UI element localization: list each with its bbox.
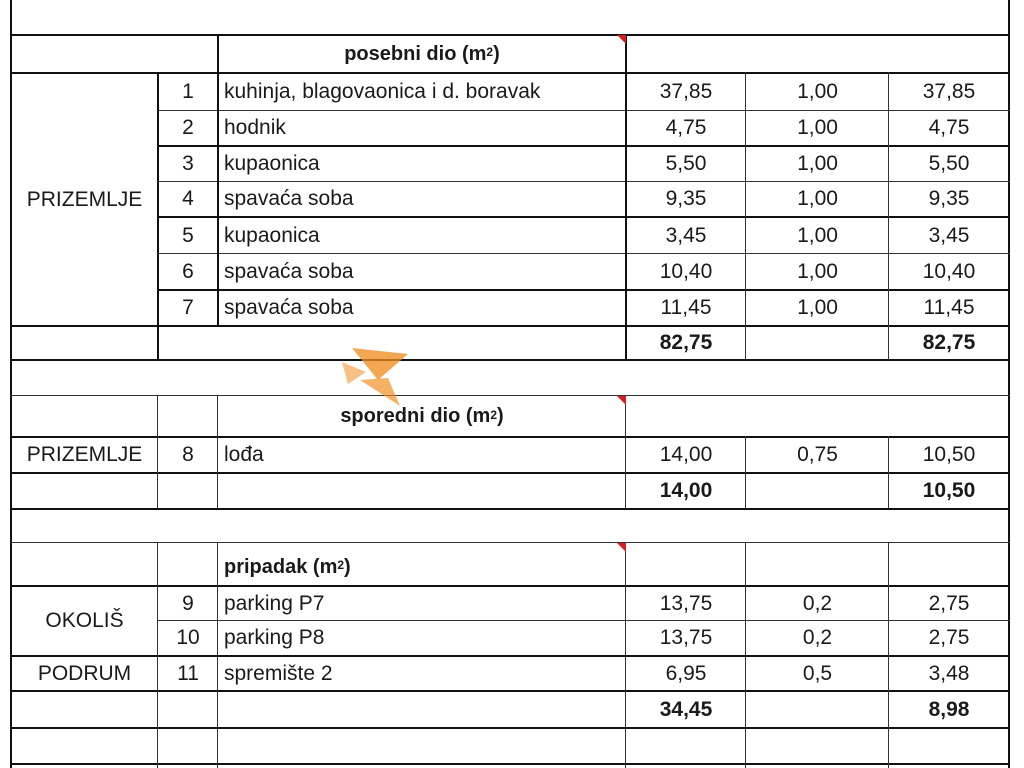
row-number: 1: [182, 80, 194, 103]
row-number: 9: [182, 591, 194, 615]
coefficient-value: 1,00: [797, 80, 838, 103]
coefficient-value: 0,5: [802, 661, 833, 685]
result-value: 2,75: [928, 591, 970, 615]
area-value: 37,85: [659, 80, 713, 103]
room-name: spavaća soba: [224, 296, 354, 319]
watermark-logo: [330, 340, 700, 410]
row-number: 8: [182, 443, 194, 466]
area-value: 13,75: [659, 626, 713, 649]
coefficient-value: 1,00: [797, 223, 838, 247]
room-name: kuhinja, blagovaonica i d. boravak: [224, 80, 541, 103]
coefficient-value: 1,00: [797, 296, 838, 319]
result-value: 10,50: [922, 443, 976, 466]
coefficient-value: 1,00: [797, 152, 838, 175]
total-area: 14,00: [659, 479, 713, 502]
coefficient-value: 1,00: [797, 259, 838, 283]
coefficient-value: 0,2: [802, 626, 833, 649]
total-area: 34,45: [659, 697, 713, 721]
result-value: 4,75: [928, 116, 970, 139]
location-label: PODRUM: [37, 661, 132, 685]
row-number: 6: [182, 259, 194, 283]
area-value: 10,40: [659, 259, 713, 283]
total-value: 82,75: [922, 331, 976, 354]
room-name: spavaća soba: [224, 187, 354, 210]
coefficient-value: 1,00: [797, 116, 838, 139]
coefficient-value: 1,00: [797, 187, 838, 210]
row-number: 4: [182, 187, 194, 210]
row-number: 11: [177, 661, 199, 685]
result-value: 37,85: [922, 80, 976, 103]
room-name: spavaća soba: [224, 259, 354, 283]
room-name: hodnik: [224, 116, 286, 139]
coefficient-value: 0,75: [797, 443, 838, 466]
section-heading-posebni: posebni dio (m $^2$ ): [344, 42, 500, 65]
room-name: parking P8: [224, 626, 325, 649]
area-value: 5,50: [665, 152, 707, 175]
row-number: 3: [182, 152, 194, 175]
row-number: 2: [182, 116, 194, 139]
section-heading-sporedni: sporedni dio (m $^2$ ): [340, 405, 504, 427]
result-value: 3,48: [928, 661, 970, 685]
area-value: 6,95: [665, 661, 707, 685]
row-number: 10: [176, 626, 200, 649]
result-value: 11,45: [923, 296, 975, 319]
area-value: 4,75: [665, 116, 707, 139]
result-value: 2,75: [928, 626, 970, 649]
row-number: 5: [182, 223, 194, 247]
result-value: 5,50: [928, 152, 970, 175]
room-name: kupaonica: [224, 223, 320, 247]
room-name: lođa: [224, 443, 264, 466]
area-value: 14,00: [659, 443, 713, 466]
area-value: 13,75: [659, 591, 713, 615]
room-name: spremište 2: [224, 661, 333, 685]
total-area: 82,75: [659, 331, 713, 354]
area-value: 11,45: [660, 296, 712, 319]
coefficient-value: 0,2: [802, 591, 833, 615]
location-label: PRIZEMLJE: [26, 187, 143, 211]
total-value: 10,50: [922, 479, 976, 502]
location-label: OKOLIŠ: [45, 609, 124, 632]
result-value: 9,35: [928, 187, 970, 210]
location-label: PRIZEMLJE: [26, 443, 143, 466]
total-value: 8,98: [928, 697, 970, 721]
room-name: parking P7: [224, 591, 325, 615]
result-value: 3,45: [928, 223, 970, 247]
area-value: 3,45: [665, 223, 707, 247]
section-heading-pripadak: pripadak (m $^2$ ): [224, 555, 351, 578]
area-value: 9,35: [665, 187, 707, 210]
result-value: 10,40: [922, 259, 976, 283]
row-number: 7: [182, 296, 194, 319]
room-name: kupaonica: [224, 152, 320, 175]
